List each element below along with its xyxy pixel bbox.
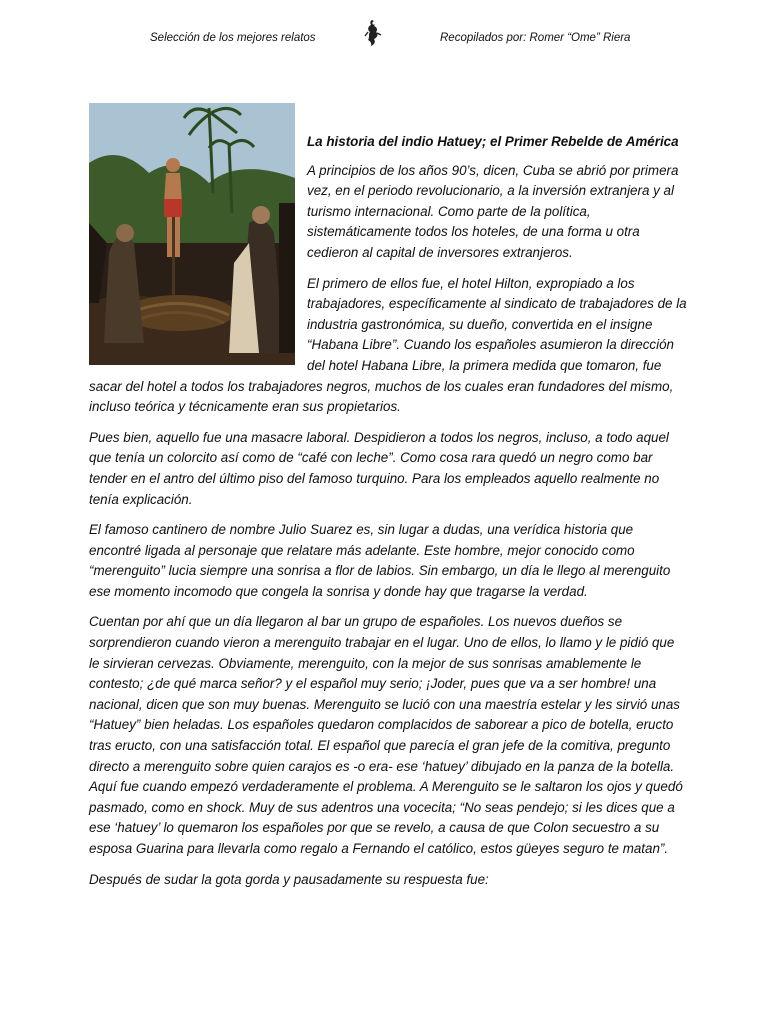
header-left-text: Selección de los mejores relatos [150,32,316,44]
paragraph-4: El famoso cantinero de nombre Julio Suarez es, sin lugar a dudas, una verídica historia que encontré ligada al personaje que relatare más adelante. Este hombre, mejor conocido como “merenguito” lucia siempre una sonrisa a flor de labios. Sin embargo, un día le llego al merenguito ese momento incomodo que congela la sonrisa y donde hay que tragarse la verdad. [89,522,671,599]
paragraph-2: El primero de ellos fue, el hotel Hilton, expropiado a los trabajadores, específicamente al sindicato de trabajadores de la industria gastronómica, su dueño, convertida en el insigne “Habana Libre”. Cuando los españoles asumieron la dirección del hotel Habana Libre, la primera medida que tomaron, fue sacar del hotel a todos los trabajadores negros, muchos de los cuales eran fundadores del mismo, incluso teórica y técnicamente eran sus propietarios. [89,275,687,415]
horse-rider-logo-icon [362,18,384,48]
paragraph-3: Pues bien, aquello fue una masacre laboral. Despidieron a todos los negros, incluso, a todo aquel que tenía un colorcito así como de “café con leche”. Como cosa rara quedó un negro como bar tender en el antro del último piso del famoso turquino. Para los empleados aquello realmente no tenía explicación. [89,429,669,507]
paragraph-6: Después de sudar la gota gorda y pausadamente su respuesta fue: [89,871,489,887]
paragraph-1: A principios de los años 90’s, dicen, Cuba se abrió por primera vez, en el periodo revolucionario, a la inversión extranjera y al turismo internacional. Como parte de la política, sistemáticamente todos los hoteles, de una forma u otra cedieron al capital de inversores extranjeros. [307,162,679,260]
header-right-text: Recopilados por: Romer “Ome” Riera [440,32,631,44]
article-title: La historia del indio Hatuey; el Primer Rebelde de América [307,134,679,149]
article-body [89,100,687,900]
painting-hatuey-execution-image [89,103,295,365]
page-header [0,30,768,50]
paragraph-5: Cuentan por ahí que un día llegaron al bar un grupo de españoles. Los nuevos dueños se sorprendieron cuando vieron a merenguito trabajar en el lugar. Uno de ellos, lo llamo y le pidió que le sirvieran cervezas. Obviamente, merenguito, con la mejor de sus sonrisas amablemente le contesto; ¿de qué marca señor? y el español muy serio; ¡Joder, pues que va a ser hombre! una nacional, dicen que son muy buenas. Merenguito se lució con una maestría estelar y les sirvió unas “Hatuey” bien heladas. Los españoles quedaron complacidos de saborear a pico de botella, eructo tras eructo, con una satisfacción total. El español que parecía el gran jefe de la comitiva, pregunto directo a merenguito sobre quien carajos es -o era- ese ‘hatuey’ dibujado en la panza de la botella. Aquí fue cuando empezó verdaderamente el problema. A Merenguito se le saltaron los ojos y quedó pasmado, como en shock. Muy de sus adentros una vocecita; “No seas pendejo; si les dices que a ese ‘hatuey’ lo quemaron los españoles por que se revelo, a causa de que Colon secuestro a su esposa Guarina para llevarla como regalo a Fernando el católico, estos güeyes seguro te matan”. [89,614,683,856]
